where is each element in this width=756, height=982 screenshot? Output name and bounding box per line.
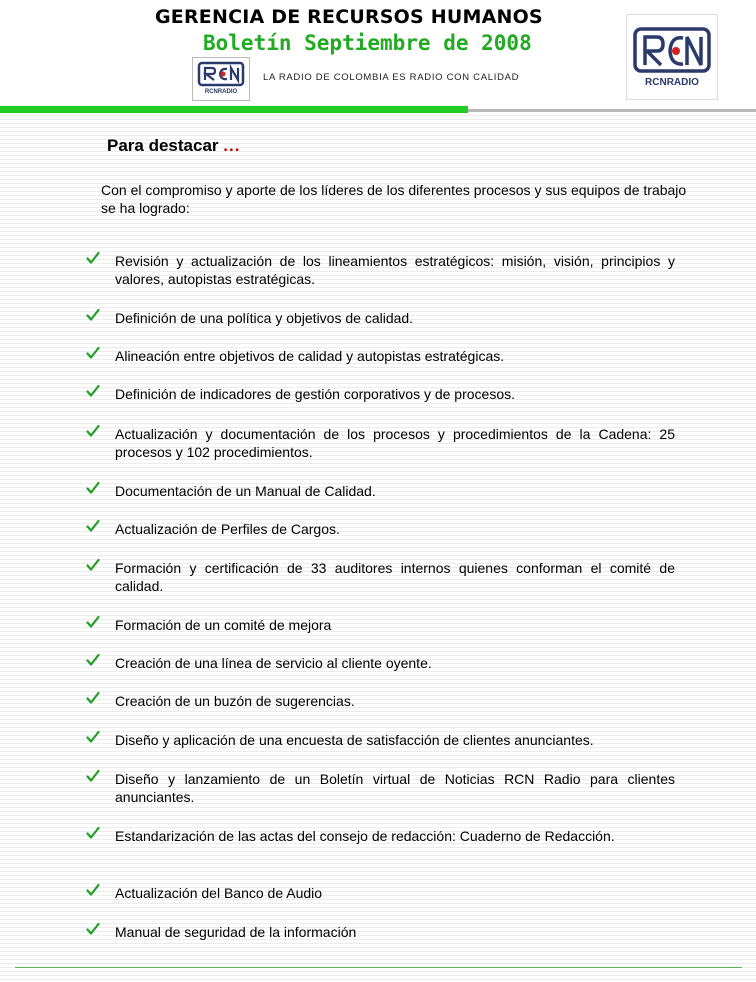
page-title: GERENCIA DE RECURSOS HUMANOS <box>155 6 543 28</box>
tagline: LA RADIO DE COLOMBIA ES RADIO CON CALIDAD <box>263 72 520 83</box>
checkmark-icon <box>86 615 100 629</box>
list-item-text: Revisión y actualización de los lineamientos estratégicos: misión, visión, principios y valores, autopistas estratégicas. <box>115 253 675 287</box>
checkmark-icon <box>86 384 100 398</box>
intro-paragraph: Con el compromiso y aporte de los líderes de los diferentes procesos y sus equipos de trabajo se ha logrado: <box>101 182 687 216</box>
checkmark-icon <box>86 251 100 265</box>
logo-text: RCNRADIO <box>645 77 699 88</box>
checkmark-icon <box>86 308 100 322</box>
checkmark-icon <box>86 730 100 744</box>
section-title-text: Para destacar <box>107 136 219 155</box>
list-item-text: Definición de indicadores de gestión corporativos y de procesos. <box>115 386 516 402</box>
list-item-text: Creación de una línea de servicio al cliente oyente. <box>115 655 432 671</box>
checkmark-icon <box>86 922 100 936</box>
list-item-text: Diseño y lanzamiento de un Boletín virtual de Noticias RCN Radio para clientes anunciantes. <box>115 771 675 805</box>
section-title-dots: ... <box>223 136 241 155</box>
list-item-text: Actualización de Perfiles de Cargos. <box>115 521 340 537</box>
list-item-text: Actualización del Banco de Audio <box>115 885 323 901</box>
checkmark-icon <box>86 826 100 840</box>
logo-small-text: RCNRADIO <box>204 89 238 95</box>
page-subtitle: Boletín Septiembre de 2008 <box>203 31 532 55</box>
list-item-text: Diseño y aplicación de una encuesta de satisfacción de clientes anunciantes. <box>115 732 594 748</box>
checkmark-icon <box>86 769 100 783</box>
checkmark-icon <box>86 519 100 533</box>
checkmark-icon <box>86 346 100 360</box>
list-item-text: Actualización y documentación de los procesos y procedimientos de la Cadena: 25 procesos y 102 procedimientos. <box>115 426 675 460</box>
list-item-text: Formación y certificación de 33 auditores internos quienes conforman el comité de calidad. <box>115 560 675 594</box>
footer-divider <box>15 967 742 968</box>
list-item-text: Definición de una política y objetivos de calidad. <box>115 310 414 326</box>
list-item-text: Creación de un buzón de sugerencias. <box>115 693 355 709</box>
checkmark-icon <box>86 424 100 438</box>
list-item-text: Estandarización de las actas del consejo de redacción: Cuaderno de Redacción. <box>115 828 615 844</box>
list-item-text: Formación de un comité de mejora <box>115 617 332 633</box>
checkmark-icon <box>86 691 100 705</box>
list-item-text: Alineación entre objetivos de calidad y autopistas estratégicas. <box>115 348 505 364</box>
list-item-text: Manual de seguridad de la información <box>115 924 357 940</box>
checkmark-icon <box>86 481 100 495</box>
checkmark-icon <box>86 883 100 897</box>
checkmark-icon <box>86 653 100 667</box>
list-item-text: Documentación de un Manual de Calidad. <box>115 483 376 499</box>
checkmark-icon <box>86 558 100 572</box>
